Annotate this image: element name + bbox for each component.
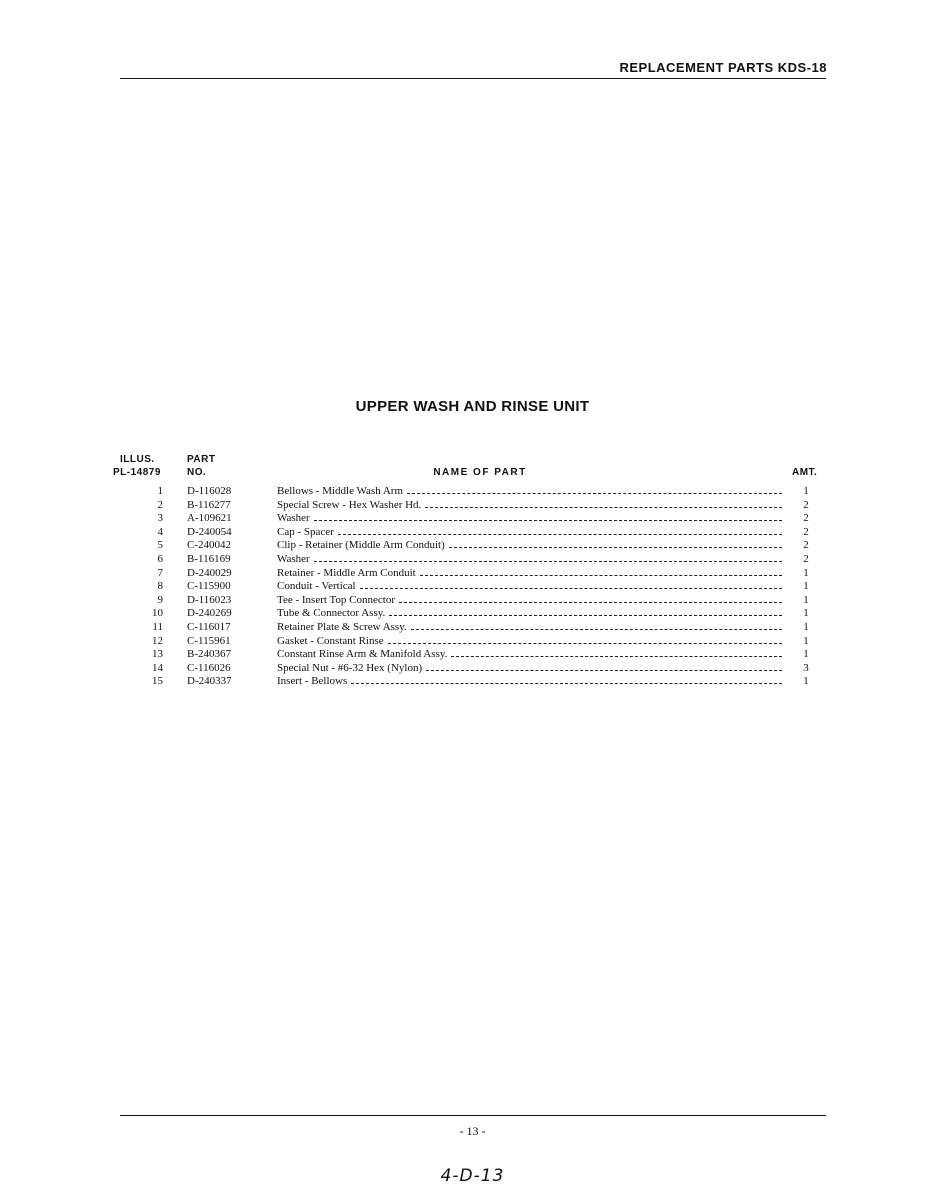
part-name: Constant Rinse Arm & Manifold Assy. bbox=[277, 648, 448, 661]
amount: 1 bbox=[803, 593, 809, 606]
table-row bbox=[0, 567, 945, 580]
dot-leader bbox=[399, 602, 782, 603]
part-number: D-116023 bbox=[187, 593, 232, 606]
part-name: Insert - Bellows bbox=[277, 675, 348, 688]
header-title: REPLACEMENT PARTS KDS-18 bbox=[619, 60, 827, 75]
part-name: Cap - Spacer bbox=[277, 525, 334, 538]
part-name-cell bbox=[277, 512, 782, 525]
part-name: Clip - Retainer (Middle Arm Conduit) bbox=[277, 539, 445, 552]
part-name-cell bbox=[277, 594, 782, 607]
table-row bbox=[0, 580, 945, 593]
table-row bbox=[0, 499, 945, 512]
illus-number: 15 bbox=[152, 675, 163, 688]
amount: 3 bbox=[803, 661, 809, 674]
amount: 2 bbox=[803, 498, 809, 511]
table-row bbox=[0, 675, 945, 688]
illus-number: 6 bbox=[157, 553, 163, 565]
part-number: C-116026 bbox=[187, 661, 231, 674]
section-title: UPPER WASH AND RINSE UNIT bbox=[355, 398, 590, 415]
illus-number: 8 bbox=[157, 580, 163, 593]
amount: 2 bbox=[803, 553, 809, 565]
dot-leader bbox=[314, 561, 782, 562]
part-name-cell bbox=[277, 567, 782, 580]
part-name: Conduit - Vertical bbox=[277, 580, 356, 593]
part-name: Retainer - Middle Arm Conduit bbox=[277, 566, 416, 579]
amount: 1 bbox=[803, 566, 809, 579]
part-number: B-240367 bbox=[187, 648, 231, 661]
part-number: D-240337 bbox=[187, 675, 232, 688]
part-name: Retainer Plate & Screw Assy. bbox=[277, 621, 407, 633]
part-name-cell bbox=[277, 485, 782, 498]
col-part-line2: NO. bbox=[187, 467, 207, 478]
part-number: D-240029 bbox=[187, 566, 232, 579]
table-row bbox=[0, 512, 945, 525]
dot-leader bbox=[426, 670, 782, 671]
amount: 2 bbox=[803, 512, 809, 525]
part-number: C-240042 bbox=[187, 539, 231, 552]
table-row bbox=[0, 621, 945, 634]
col-amt: AMT. bbox=[792, 467, 818, 478]
part-name: Special Screw - Hex Washer Hd. bbox=[277, 498, 422, 511]
table-row bbox=[0, 635, 945, 648]
part-name-cell bbox=[277, 648, 782, 661]
part-number: D-240054 bbox=[187, 525, 232, 538]
illus-number: 9 bbox=[157, 593, 163, 606]
part-name: Washer bbox=[277, 553, 310, 565]
part-number: C-116017 bbox=[187, 621, 231, 633]
page-number: - 13 - bbox=[459, 1124, 486, 1138]
part-name-cell bbox=[277, 635, 782, 648]
table-row bbox=[0, 485, 945, 498]
table-row bbox=[0, 526, 945, 539]
col-illus-line2: PL-14879 bbox=[113, 467, 161, 478]
dot-leader bbox=[449, 547, 782, 548]
col-part-line1: PART bbox=[187, 454, 216, 465]
dot-leader bbox=[314, 520, 782, 521]
dot-leader bbox=[388, 643, 782, 644]
col-illus-line1: ILLUS. bbox=[120, 454, 155, 465]
illus-number: 2 bbox=[157, 498, 163, 511]
part-number: D-116028 bbox=[187, 485, 232, 497]
illus-number: 14 bbox=[152, 661, 163, 674]
illus-number: 1 bbox=[157, 485, 163, 497]
part-name: Tube & Connector Assy. bbox=[277, 607, 386, 620]
table-row bbox=[0, 594, 945, 607]
illus-number: 11 bbox=[152, 621, 163, 633]
part-number: C-115961 bbox=[187, 634, 231, 647]
part-name: Washer bbox=[277, 512, 310, 525]
dot-leader bbox=[451, 656, 782, 657]
part-name-cell bbox=[277, 526, 782, 539]
dot-leader bbox=[407, 493, 782, 494]
amount: 1 bbox=[803, 648, 809, 661]
amount: 1 bbox=[803, 621, 809, 633]
table-row bbox=[0, 607, 945, 620]
amount: 2 bbox=[803, 525, 809, 538]
part-number: B-116277 bbox=[187, 498, 231, 511]
dot-leader bbox=[411, 629, 782, 630]
illus-number: 4 bbox=[157, 525, 163, 538]
illus-number: 13 bbox=[152, 648, 163, 661]
footer-rule bbox=[120, 1115, 826, 1116]
part-name: Gasket - Constant Rinse bbox=[277, 634, 384, 647]
amount: 2 bbox=[803, 539, 809, 552]
part-name-cell bbox=[277, 553, 782, 566]
amount: 1 bbox=[803, 634, 809, 647]
amount: 1 bbox=[803, 675, 809, 688]
dot-leader bbox=[338, 534, 782, 535]
part-name-cell bbox=[277, 675, 782, 688]
amount: 1 bbox=[803, 580, 809, 593]
part-number: C-115900 bbox=[187, 580, 231, 593]
part-name-cell bbox=[277, 621, 782, 634]
table-row bbox=[0, 662, 945, 675]
part-name-cell bbox=[277, 607, 782, 620]
amount: 1 bbox=[803, 607, 809, 620]
dot-leader bbox=[425, 507, 782, 508]
part-name-cell bbox=[277, 580, 782, 593]
amount: 1 bbox=[803, 485, 809, 497]
part-number: A-109621 bbox=[187, 512, 232, 525]
illus-number: 7 bbox=[157, 566, 163, 579]
col-name: NAME OF PART bbox=[433, 467, 527, 478]
part-name: Tee - Insert Top Connector bbox=[277, 593, 395, 606]
dot-leader bbox=[360, 588, 782, 589]
header-rule bbox=[120, 78, 826, 79]
part-name-cell bbox=[277, 662, 782, 675]
part-name: Special Nut - #6-32 Hex (Nylon) bbox=[277, 661, 423, 674]
illus-number: 5 bbox=[157, 539, 163, 552]
part-number: B-116169 bbox=[187, 553, 231, 565]
illus-number: 3 bbox=[157, 512, 163, 525]
illus-number: 12 bbox=[152, 634, 163, 647]
dot-leader bbox=[351, 683, 782, 684]
table-row bbox=[0, 539, 945, 552]
table-row bbox=[0, 553, 945, 566]
dot-leader bbox=[389, 615, 782, 616]
handwritten-note: 4-D-13 bbox=[440, 1166, 505, 1186]
table-row bbox=[0, 648, 945, 661]
part-name-cell bbox=[277, 499, 782, 512]
part-name-cell bbox=[277, 539, 782, 552]
dot-leader bbox=[420, 575, 782, 576]
illus-number: 10 bbox=[152, 607, 163, 620]
part-number: D-240269 bbox=[187, 607, 232, 620]
part-name: Bellows - Middle Wash Arm bbox=[277, 485, 404, 497]
